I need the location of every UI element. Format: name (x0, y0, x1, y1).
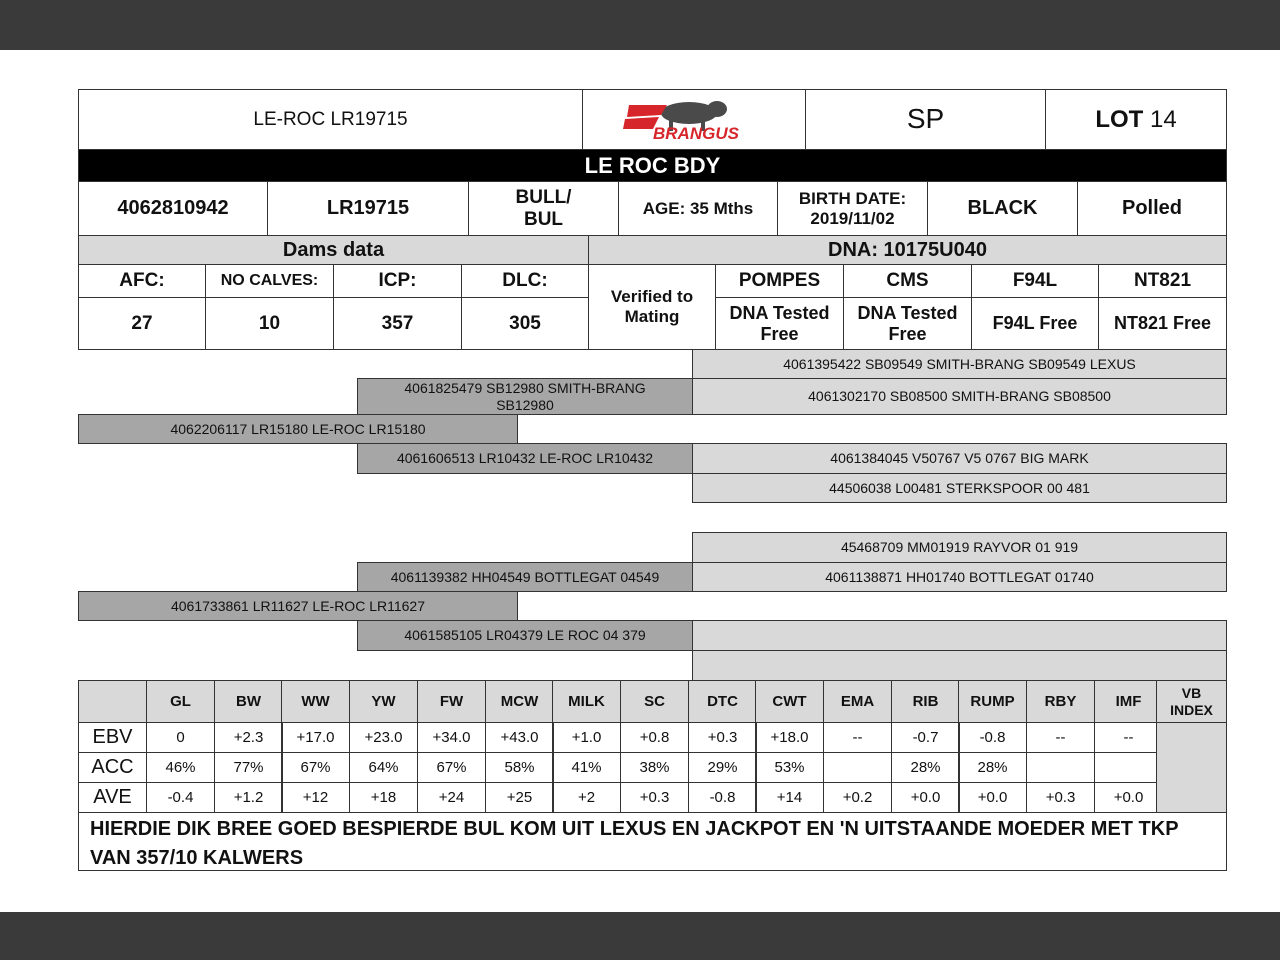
ebv-value-cell (214, 782, 283, 813)
ebv-column-header-text: RBY (1044, 692, 1077, 710)
ebv-column-header (755, 680, 824, 723)
birth-label: BIRTH DATE: (798, 188, 907, 208)
dna-title: DNA: 10175U040 (828, 238, 987, 261)
pedigree-text: 4061384045 V50767 V5 0767 BIG MARK (830, 450, 1089, 467)
ebv-value-cell (688, 782, 757, 813)
pedigree-ds (357, 562, 693, 592)
dams-header-label: AFC: (119, 270, 165, 292)
ebv-row-label-text: AVE (93, 786, 132, 808)
dams-value: 357 (381, 312, 414, 334)
ebv-value-cell (620, 752, 689, 783)
ebv-value-cell-text: 29% (707, 758, 738, 776)
dna-header-label: F94L (1012, 270, 1058, 292)
ebv-value-cell (214, 722, 283, 753)
ebv-value-cell-text: +24 (438, 788, 465, 806)
ebv-value-cell-text: +0.3 (1045, 788, 1076, 806)
ebv-row-label (78, 782, 147, 813)
ebv-value-cell (620, 722, 689, 753)
ebv-value-cell (1094, 722, 1163, 753)
ebv-value-cell (823, 722, 892, 753)
dna-value: NT821 Free (1113, 313, 1212, 334)
pedigree-sds (692, 443, 1227, 474)
comment-box (78, 812, 1227, 871)
pedigree-text: 44506038 L00481 STERKSPOOR 00 481 (829, 479, 1090, 496)
ebv-value-cell-text: +2.3 (233, 728, 264, 746)
ebv-value-cell-text: 28% (910, 758, 941, 776)
dna-value: DNA Tested Free (857, 302, 958, 344)
ebv-value-cell (958, 722, 1027, 753)
ebv-value-cell-text: +43.0 (500, 728, 539, 746)
dna-value: DNA Tested Free (729, 302, 830, 344)
ebv-value-cell-text: +18.0 (770, 728, 809, 746)
ebv-value-cell (823, 782, 892, 813)
ebv-column-header-text: GL (170, 692, 191, 710)
dna-value-nt821 (1098, 297, 1227, 350)
ebv-row-label-text: EBV (92, 726, 133, 748)
pedigree-text: 45468709 MM01919 RAYVOR 01 919 (840, 539, 1079, 556)
ebv-value-cell (552, 752, 621, 783)
dams-value-dlc (461, 297, 589, 350)
ebv-value-cell-text: +0.3 (639, 788, 670, 806)
ebv-value-cell-text: 28% (977, 758, 1008, 776)
logo-text: BRANGUS (653, 123, 739, 143)
ebv-column-header-text: WW (301, 692, 330, 710)
ebv-value-cell-text: +34.0 (432, 728, 471, 746)
ebv-value-cell-text: +25 (506, 788, 533, 806)
ebv-value-cell-text: -- (852, 728, 863, 746)
horns: Polled (1121, 197, 1182, 219)
ebv-value-cell-text: +12 (302, 788, 329, 806)
ebv-value-cell (891, 782, 960, 813)
pedigree-dsd (692, 562, 1227, 592)
dams-value-icp (333, 297, 462, 350)
pedigree-ss (357, 378, 693, 415)
ebv-value-cell-text: -- (1055, 728, 1066, 746)
ebv-column-header-text: YW (371, 692, 396, 710)
ebv-value-cell (1094, 782, 1163, 813)
pedigree-text: 4061733861 LR11627 LE-ROC LR11627 (170, 597, 425, 614)
grade-cell (805, 89, 1046, 150)
age: AGE: 35 Mths (642, 198, 754, 218)
dams-value: 305 (509, 312, 541, 334)
ebv-value-cell (146, 752, 215, 783)
ebv-column-header-text: MILK (568, 692, 605, 710)
ebv-column-header (552, 680, 621, 723)
ebv-value-cell (417, 782, 486, 813)
ebv-value-cell-text: 0 (176, 728, 185, 746)
ebv-value-cell-text: -0.7 (912, 728, 939, 746)
verified-text: Verified to Mating (610, 287, 694, 326)
top-bar (0, 0, 1280, 50)
ebv-value-cell (755, 782, 824, 813)
dna-value-f94l (971, 297, 1099, 350)
pedigree-dss (692, 532, 1227, 563)
pedigree-ssd (692, 378, 1227, 415)
pedigree-text: 4061585105 LR04379 LE ROC 04 379 (404, 627, 646, 644)
dams-header-afc (78, 264, 206, 298)
pedigree-sss (692, 349, 1227, 379)
id-number-cell (78, 181, 268, 236)
ebv-value-cell (891, 722, 960, 753)
ebv-value-cell (1026, 722, 1095, 753)
pedigree-sd (357, 443, 693, 474)
ebv-value-cell (281, 752, 350, 783)
birth-cell (777, 181, 928, 236)
dams-header-label: ICP: (378, 270, 417, 292)
ebv-column-header (1026, 680, 1095, 723)
dams-title-cell (78, 235, 589, 265)
ebv-column-header-text: CWT (772, 692, 807, 710)
pedigree-text: 4062206117 LR15180 LE-ROC LR15180 (170, 420, 426, 437)
ebv-value-cell-text: 46% (165, 758, 196, 776)
sex-cell (468, 181, 619, 236)
ebv-value-cell-text: 67% (436, 758, 467, 776)
color-cell (927, 181, 1078, 236)
ebv-index-header-text: VB INDEX (1170, 685, 1213, 718)
brangus-logo (619, 95, 769, 145)
dams-value-calves (205, 297, 334, 350)
tag: LR19715 (326, 197, 410, 219)
pedigree-text: 4061139382 HH04549 BOTTLEGAT 04549 (390, 568, 660, 585)
animal-id-cell (78, 89, 583, 150)
ebv-column-header-text: BW (236, 692, 261, 710)
verified-cell (588, 264, 716, 350)
ebv-value-cell-text: +0.8 (639, 728, 670, 746)
dna-header-pompes (715, 264, 844, 298)
ebv-value-cell (1026, 752, 1095, 783)
ebv-value-cell (755, 722, 824, 753)
lot-number: 14 (1149, 105, 1177, 133)
ebv-column-header-text: RUMP (970, 692, 1015, 710)
ebv-index-value (1156, 722, 1227, 813)
pedigree-text: 4061395422 SB09549 SMITH-BRANG SB09549 LEXUS (783, 355, 1136, 372)
ebv-value-cell (349, 752, 418, 783)
pedigree-dd (357, 620, 693, 651)
ebv-value-cell (552, 782, 621, 813)
dna-header-label: CMS (886, 270, 929, 292)
animal-id: LE-ROC LR19715 (253, 108, 408, 130)
dams-header-dlc (461, 264, 589, 298)
ebv-value-cell-text: -- (1123, 728, 1134, 746)
dna-header-label: NT821 (1133, 270, 1192, 292)
ebv-column-header (214, 680, 283, 723)
ebv-value-cell (349, 722, 418, 753)
ebv-value-cell-text: +18 (370, 788, 397, 806)
pedigree-sdd (692, 473, 1227, 503)
birth-date: 2019/11/02 (810, 208, 895, 228)
ebv-row-label (78, 752, 147, 783)
ebv-value-cell-text: +2 (577, 788, 596, 806)
ebv-value-cell (891, 752, 960, 783)
ebv-column-header (620, 680, 689, 723)
bottom-bar (0, 912, 1280, 960)
dna-header-label: POMPES (738, 270, 821, 292)
grade: SP (906, 103, 945, 135)
ebv-value-cell (755, 752, 824, 783)
ebv-value-cell (688, 752, 757, 783)
pedigree-text: 4061302170 SB08500 SMITH-BRANG SB08500 (808, 388, 1111, 405)
ebv-column-header (1094, 680, 1163, 723)
ebv-column-header-text: IMF (1115, 692, 1142, 710)
lot-label: LOT (1095, 105, 1144, 133)
comment-text: HIERDIE DIK BREE GOED BESPIERDE BUL KOM UIT LEXUS EN JACKPOT EN 'N UITSTAANDE MOEDER MET TKP VAN 357/10 KALWERS (90, 818, 1179, 869)
ebv-value-cell (552, 722, 621, 753)
ebv-column-header-text: MCW (500, 692, 539, 710)
ebv-value-cell-text: +0.0 (977, 788, 1008, 806)
dams-header-label: NO CALVES: (220, 271, 319, 289)
dna-value-cms (843, 297, 972, 350)
ebv-row-label-text: ACC (91, 756, 134, 778)
ebv-value-cell (688, 722, 757, 753)
dna-header-nt821 (1098, 264, 1227, 298)
ebv-value-cell (417, 722, 486, 753)
sex: BULL/ BUL (515, 186, 572, 230)
ebv-row-label (78, 722, 147, 753)
ebv-table-corner (78, 680, 147, 723)
ebv-column-header-text: RIB (912, 692, 939, 710)
dams-header-calves (205, 264, 334, 298)
lot-cell (1045, 89, 1227, 150)
ebv-value-cell-text: 58% (504, 758, 535, 776)
dams-title: Dams data (282, 238, 385, 261)
ebv-column-header (417, 680, 486, 723)
ebv-value-cell-text: +0.2 (842, 788, 873, 806)
ebv-column-header (281, 680, 350, 723)
ebv-value-cell (281, 722, 350, 753)
ebv-value-cell (1094, 752, 1163, 783)
ebv-value-cell (214, 752, 283, 783)
color: BLACK (967, 197, 1038, 219)
ebv-value-cell (485, 782, 554, 813)
ebv-column-header (891, 680, 960, 723)
pedigree-text: 4061825479 SB12980 SMITH-BRANG SB12980 (404, 380, 646, 413)
dams-value: 27 (131, 312, 153, 334)
ebv-column-header (688, 680, 757, 723)
ebv-value-cell (349, 782, 418, 813)
ebv-column-header (349, 680, 418, 723)
ebv-value-cell-text: +1.0 (571, 728, 602, 746)
ebv-value-cell-text: -0.8 (979, 728, 1006, 746)
ebv-value-cell-text: +0.0 (910, 788, 941, 806)
ebv-value-cell-text: +0.0 (1113, 788, 1144, 806)
ebv-column-header (958, 680, 1027, 723)
ebv-value-cell (281, 782, 350, 813)
dna-value: F94L Free (992, 313, 1078, 334)
ebv-value-cell-text: -0.4 (167, 788, 194, 806)
pedigree-sire (78, 414, 518, 444)
ebv-value-cell (823, 752, 892, 783)
pedigree-dds (692, 620, 1227, 651)
ebv-value-cell (146, 782, 215, 813)
ebv-value-cell (1026, 782, 1095, 813)
ebv-column-header (146, 680, 215, 723)
dna-title-cell (588, 235, 1227, 265)
dams-header-label: DLC: (502, 270, 548, 292)
ebv-value-cell-text: 53% (774, 758, 805, 776)
dams-value: 10 (258, 312, 281, 334)
ebv-column-header-text: EMA (840, 692, 875, 710)
dna-header-f94l (971, 264, 1099, 298)
dams-value-afc (78, 297, 206, 350)
ebv-column-header-text: FW (439, 692, 464, 710)
logo-cell (582, 89, 806, 150)
ebv-value-cell-text: +23.0 (364, 728, 403, 746)
ebv-value-cell (958, 752, 1027, 783)
name-bar (78, 149, 1227, 182)
ebv-value-cell-text: +17.0 (296, 728, 335, 746)
ebv-value-cell-text: +1.2 (233, 788, 264, 806)
ebv-value-cell-text: -0.8 (709, 788, 736, 806)
ebv-value-cell (417, 752, 486, 783)
ebv-index-header (1156, 680, 1227, 723)
id-number: 4062810942 (117, 197, 229, 219)
ebv-value-cell-text: +14 (776, 788, 803, 806)
ebv-value-cell (958, 782, 1027, 813)
ebv-column-header-text: SC (644, 692, 665, 710)
horns-cell (1077, 181, 1227, 236)
ebv-value-cell (485, 752, 554, 783)
ebv-value-cell-text: 38% (639, 758, 670, 776)
ebv-value-cell (620, 782, 689, 813)
ebv-column-header-text: DTC (707, 692, 738, 710)
ebv-value-cell-text: 64% (368, 758, 399, 776)
ebv-value-cell-text: 77% (233, 758, 264, 776)
age-cell (618, 181, 778, 236)
ebv-value-cell (146, 722, 215, 753)
ebv-column-header (823, 680, 892, 723)
pedigree-ddd (692, 650, 1227, 681)
pedigree-dam (78, 591, 518, 621)
ebv-value-cell-text: 67% (300, 758, 331, 776)
dams-header-icp (333, 264, 462, 298)
ebv-value-cell-text: 41% (571, 758, 602, 776)
ebv-value-cell-text: +0.3 (707, 728, 738, 746)
dna-header-cms (843, 264, 972, 298)
pedigree-text: 4061606513 LR10432 LE-ROC LR10432 (396, 450, 654, 467)
ebv-column-header (485, 680, 554, 723)
pedigree-text: 4061138871 HH01740 BOTTLEGAT 01740 (825, 568, 1094, 585)
animal-name: LE ROC BDY (584, 152, 721, 178)
tag-cell (267, 181, 469, 236)
dna-value-pompes (715, 297, 844, 350)
ebv-value-cell (485, 722, 554, 753)
